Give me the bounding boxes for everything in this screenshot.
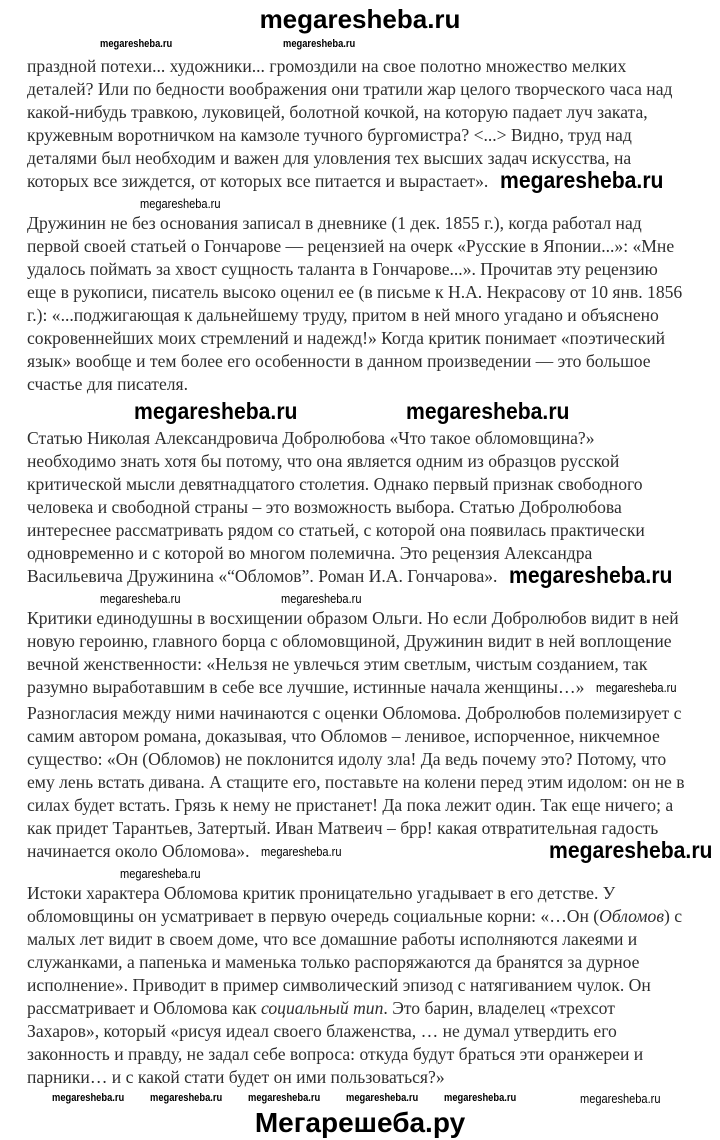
paragraph-2-line: удалось поймать за хвост сущность таланта в Гончарове...». Прочитав эту рецензию — [27, 259, 658, 279]
watermark: megaresheba.ru — [596, 680, 677, 695]
paragraph-2-line: еще в рукописи, писатель высоко оценил ее (в письме к Н.А. Некрасову от 10 янв. 1856 — [27, 282, 683, 302]
watermark: megaresheba.ru — [100, 591, 181, 606]
paragraph-6-line: Истоки характера Обломова критик проницательно угадывает в его детстве. У — [27, 883, 616, 903]
watermark: megaresheba.ru — [500, 167, 664, 193]
watermark: megaresheba.ru — [406, 398, 570, 424]
watermark: megaresheba.ru — [283, 38, 356, 50]
paragraph-2-line: первой своей статьей о Гончарове — рецензией на очерк «Русские в Японии...»: «Мне — [27, 236, 675, 256]
paragraph-4-line: Критики единодушны в восхищении образом Ольги. Но если Добролюбов видит в ней — [27, 608, 679, 628]
watermark: megaresheba.ru — [120, 866, 201, 881]
text-segment: рассматривает и Обломова как — [27, 998, 262, 1018]
paragraph-6-line: служанками, а папенька и маменька только распоряжаются да бранятся за дурное — [27, 952, 640, 972]
text-segment: . Это барин, владелец «трехсот — [383, 998, 615, 1018]
italic-text: Обломов — [599, 906, 664, 926]
paragraph-4-line: вечной женственности: «Нельзя не увлечься этим светлым, чистым созданием, так — [27, 654, 648, 674]
paragraph-5-line: самим автором романа, доказывая, что Обломов – ленивое, испорченное, никчемное — [27, 726, 660, 746]
watermark: megaresheba.ru — [346, 1092, 419, 1104]
paragraph-4-line: разумно выработавшим в себе все лучшие, истинные начала женщины…» — [27, 677, 585, 697]
paragraph-1-line: какой-нибудь травкою, луковицей, болотной кочкой, на которую падает луч заката, — [27, 102, 648, 122]
paragraph-3-line: человека и свободной страны – это возможность выбора. Статью Добролюбова — [27, 497, 622, 517]
watermark: megaresheba.ru — [444, 1092, 517, 1104]
paragraph-6-line — [27, 998, 615, 1018]
watermark: megaresheba.ru — [281, 591, 362, 606]
paragraph-5-line: как придет Тарантьев, Затертый. Иван Матвеич – брр! какая отвратительная гадость — [27, 818, 659, 838]
italic-text: социальный тип — [261, 998, 384, 1018]
watermark: megaresheba.ru — [580, 1091, 661, 1106]
paragraph-3-line: необходимо знать хотя бы потому, что она является одним из образцов русской — [27, 451, 620, 471]
paragraph-1-line: деталями был необходим и важен для уловления тех высших задач искусства, на — [27, 148, 632, 168]
text-segment: обломовщины он усматривает в первую очередь социальные корни: «…Он ( — [27, 906, 600, 926]
paragraph-6-line: малых лет видит в своем доме, что все домашние работы исполняются лакеями и — [27, 929, 638, 949]
paragraph-5-line: силах будет встать. Грязь к нему не пристанет! Да пока лежит один. Так еще ничего; а — [27, 795, 674, 815]
paragraph-3-line: одновременно и с которой во многом полемична. Это рецензия Александра — [27, 543, 593, 563]
site-footer-logo: Мегарешеба.ру — [254, 1107, 466, 1138]
paragraph-3-line: критической мысли девятнадцатого столетия. Однако первый признак свободного — [27, 474, 643, 494]
paragraph-1-line: деталей? Или по бедности воображения они тратили жар целого творческого часа над — [27, 79, 673, 99]
watermark: megaresheba.ru — [140, 196, 221, 211]
paragraph-5-line: начинается около Обломова». — [27, 841, 250, 861]
paragraph-6-line: парники… и с какой стати будет он ими пользоваться?» — [27, 1067, 445, 1087]
watermark: megaresheba.ru — [52, 1092, 125, 1104]
paragraph-5-line: Разногласия между ними начинаются с оценки Обломова. Добролюбов полемизирует с — [27, 703, 682, 723]
paragraph-5-line: существо: «Он (Обломов) не поклонится идолу зла! Да ведь почему это? Потому, что — [27, 749, 667, 769]
paragraph-2-line: язык» вообще и тем более его особенности в данном произведении — это большое — [27, 351, 651, 371]
watermark: megaresheba.ru — [261, 844, 342, 859]
watermark: megaresheba.ru — [150, 1092, 223, 1104]
paragraph-3-line: Васильевича Дружинина «“Обломов”. Роман И.А. Гончарова». — [27, 566, 498, 586]
paragraph-1-line: праздной потехи... художники... громоздили на свое полотно множество мелких — [27, 56, 627, 76]
paragraph-6-line — [27, 906, 682, 926]
paragraph-2-line: счастье для писателя. — [27, 374, 189, 394]
paragraph-6-line: законность и правду, не задал себе вопроса: откуда будут браться эти оранжереи и — [27, 1044, 644, 1064]
paragraph-6-line: Захаров», который «рисуя идеал своего блаженства, … не думал утвердить его — [27, 1021, 617, 1041]
watermark: megaresheba.ru — [100, 38, 173, 50]
paragraph-2-line: Дружинин не без основания записал в дневнике (1 дек. 1855 г.), когда работал над — [27, 213, 642, 233]
site-header-logo: megaresheba.ru — [259, 4, 461, 34]
watermark: megaresheba.ru — [134, 398, 298, 424]
paragraph-3-line: интереснее рассматривать рядом со статьей, с которой она появилась практически — [27, 520, 645, 540]
paragraph-3-line: Статью Николая Александровича Добролюбова «Что такое обломовщина?» — [27, 428, 595, 448]
text-segment: ) с — [663, 906, 683, 926]
watermark: megaresheba.ru — [248, 1092, 321, 1104]
paragraph-5-line: ему лень встать дивана. А стащите его, поставьте на колени перед этим идолом: он не в — [27, 772, 685, 792]
watermark: megaresheba.ru — [509, 562, 673, 588]
paragraph-1-line: кружевным воротничком на камзоле тучного бургомистра? <...> Видно, труд над — [27, 125, 632, 145]
paragraph-1-line: которых все зиждется, от которых все питается и вырастает». — [27, 171, 489, 191]
paragraph-2-line: г.): «...поджигающая к дальнейшему труду, притом в ней много угадано и объяснено — [27, 305, 659, 325]
watermark: megaresheba.ru — [548, 837, 712, 863]
paragraph-2-line: сокровеннейших моих стремлений и надежд!» Когда критик понимает «поэтический — [27, 328, 666, 348]
paragraph-6-line: исполнение». Приводит в пример символический эпизод с натягиванием чулок. Он — [27, 975, 651, 995]
paragraph-4-line: новую героиню, главного борца с обломовщиной, Дружинин видит в ней воплощение — [27, 631, 672, 651]
